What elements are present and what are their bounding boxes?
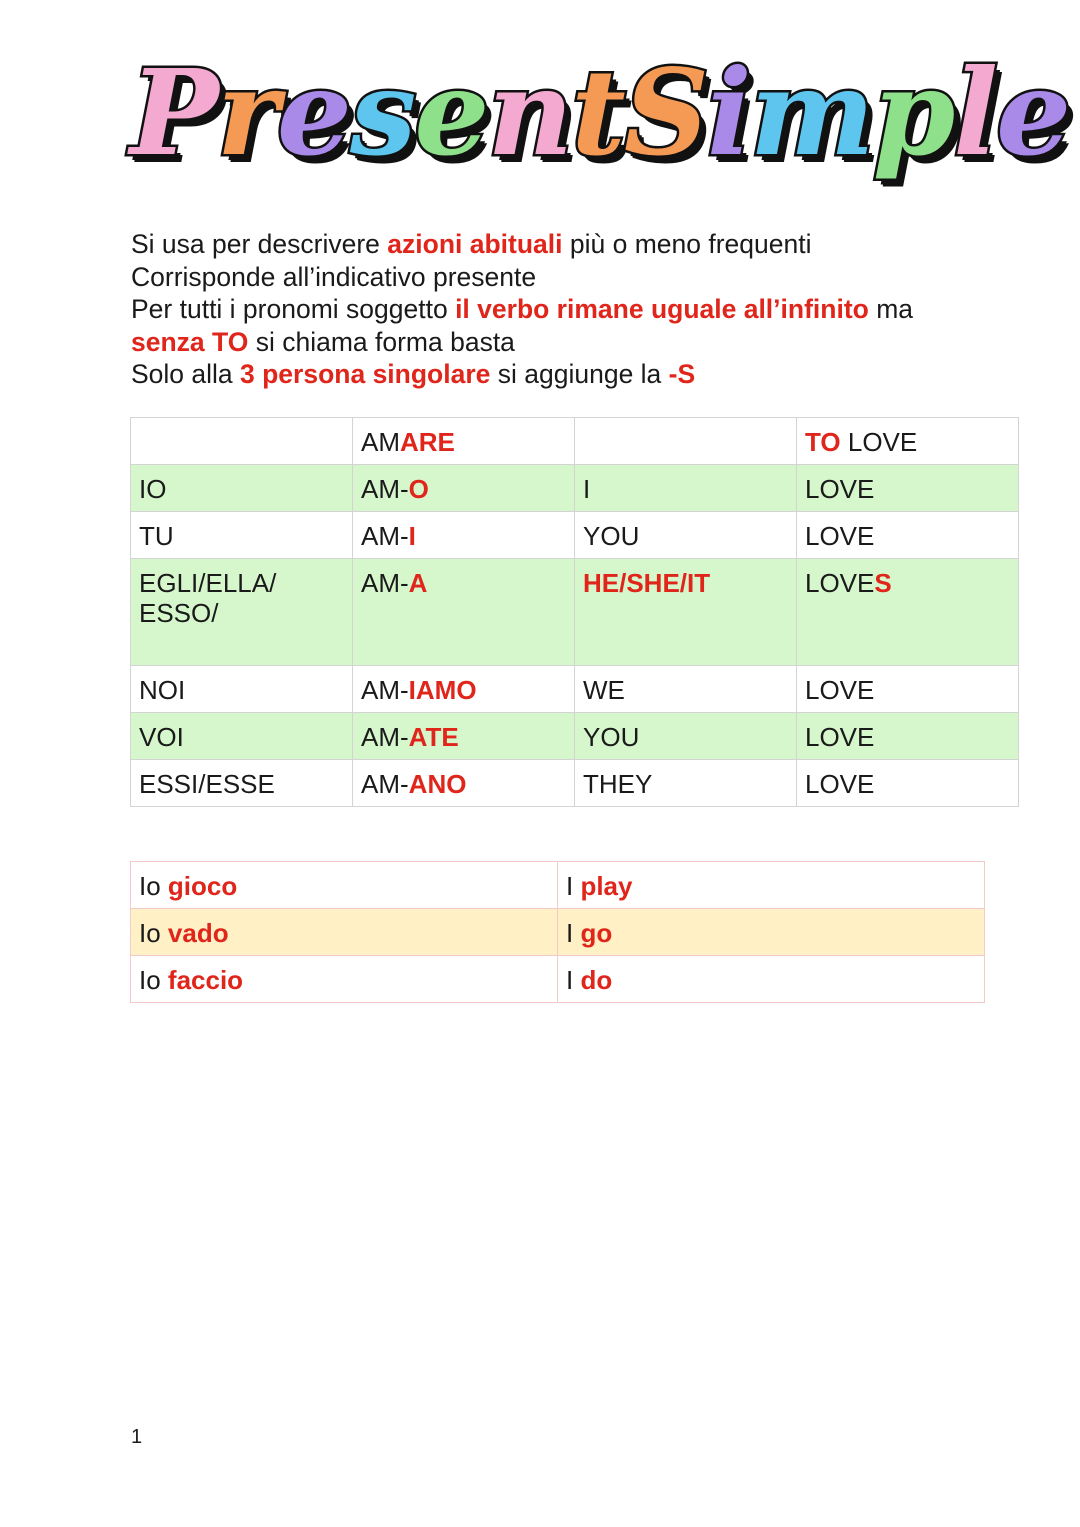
italian-pronoun-cell: IO [131, 465, 353, 512]
header-italian-verb: AMARE [353, 418, 575, 465]
english-verb-cell: LOVE [797, 512, 1019, 559]
intro-line-4: Solo alla 3 persona singolare si aggiunge la -S [131, 359, 696, 389]
english-pronoun-cell: I [575, 465, 797, 512]
italian-verb-cell: AM-ATE [353, 713, 575, 760]
italian-verb-cell: AM-A [353, 559, 575, 666]
conjugation-header-row [131, 418, 1019, 465]
title-letter: p [872, 43, 954, 182]
page-title [130, 18, 1070, 208]
english-pronoun-cell: WE [575, 666, 797, 713]
italian-pronoun-cell: TU [131, 512, 353, 559]
table-row [131, 666, 1019, 713]
table-row [131, 862, 985, 909]
english-verb-cell: LOVE [797, 465, 1019, 512]
english-pronoun-cell: HE/SHE/IT [575, 559, 797, 666]
title-letter: e [996, 43, 1070, 182]
intro-line-3: Per tutti i pronomi soggetto il verbo rimane uguale all’infinito ma senza TO si chiama forma basta [131, 294, 914, 357]
english-example-cell: I play [558, 862, 985, 909]
examples-table [130, 861, 985, 1003]
italian-pronoun-cell: VOI [131, 713, 353, 760]
italian-verb-cell: AM-I [353, 512, 575, 559]
title-letter: e [276, 43, 350, 182]
page-number: 1 [131, 1426, 143, 1448]
table-row [131, 956, 985, 1003]
title-letter: r [216, 43, 277, 182]
english-verb-cell: LOVE [797, 666, 1019, 713]
italian-verb-cell: AM-IAMO [353, 666, 575, 713]
title-letter: n [487, 43, 572, 182]
title-letter: s [349, 43, 415, 182]
english-verb-cell: LOVES [797, 559, 1019, 666]
english-verb-cell: LOVE [797, 760, 1019, 807]
english-example-cell: I do [558, 956, 985, 1003]
table-row [131, 465, 1019, 512]
header-english-verb: TO LOVE [797, 418, 1019, 465]
header-empty-cell [575, 418, 797, 465]
italian-pronoun-cell: ESSI/ESSE [131, 760, 353, 807]
italian-pronoun-cell: EGLI/ELLA/ ESSO/ [131, 559, 353, 666]
english-pronoun-cell: YOU [575, 512, 797, 559]
header-empty-cell [131, 418, 353, 465]
italian-verb-cell: AM-ANO [353, 760, 575, 807]
table-row [131, 512, 1019, 559]
title-letter: e [414, 43, 488, 182]
italian-example-cell: Io faccio [131, 956, 558, 1003]
english-pronoun-cell: YOU [575, 713, 797, 760]
title-letter: l [953, 43, 997, 182]
table-row [131, 713, 1019, 760]
italian-example-cell: Io vado [131, 909, 558, 956]
table-row [131, 760, 1019, 807]
english-pronoun-cell: THEY [575, 760, 797, 807]
table-row [131, 909, 985, 956]
title-letter: P [130, 43, 217, 182]
english-verb-cell: LOVE [797, 713, 1019, 760]
english-example-cell: I go [558, 909, 985, 956]
conjugation-table [130, 417, 1019, 807]
table-row [131, 559, 1019, 666]
title-letter: i [707, 43, 750, 182]
intro-line-1: Si usa per descrivere azioni abituali più o meno frequenti [131, 229, 812, 259]
title-letter: m [749, 43, 873, 182]
intro-text [131, 228, 961, 391]
italian-pronoun-cell: NOI [131, 666, 353, 713]
intro-line-2: Corrisponde all’indicativo presente [131, 261, 537, 292]
title-letter: t [571, 43, 624, 182]
italian-verb-cell: AM-O [353, 465, 575, 512]
italian-example-cell: Io gioco [131, 862, 558, 909]
title-letter: S [623, 43, 708, 182]
